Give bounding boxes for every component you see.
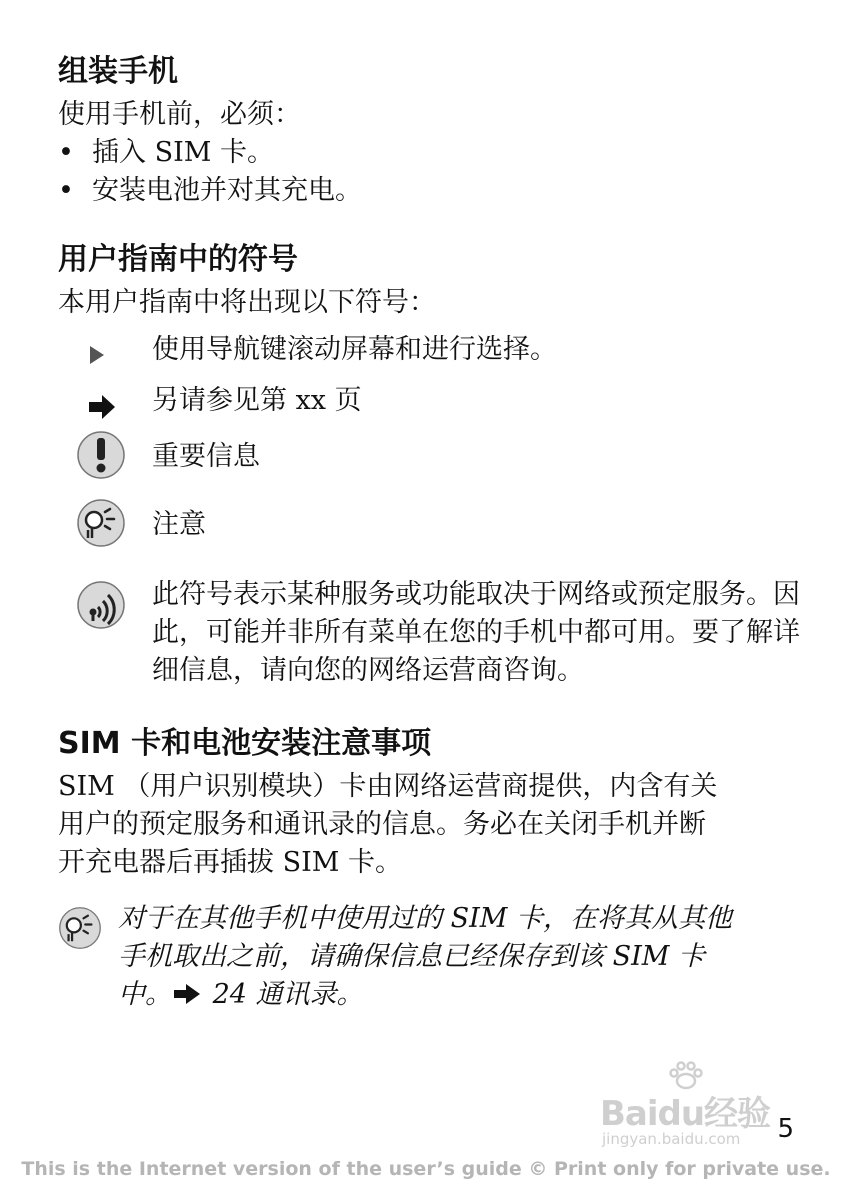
lightbulb-icon: [58, 906, 102, 950]
arrow-right-icon: [172, 982, 204, 1006]
bullet-item: [58, 134, 274, 172]
lightbulb-icon: [76, 498, 126, 548]
note-line: 对于在其他手机中使用过的 SIM 卡，在将其从其他: [118, 903, 732, 934]
page-number: 5: [777, 1114, 794, 1144]
symbol-description: 使用导航键滚动屏幕和进行选择。: [152, 334, 557, 365]
paragraph-line: SIM （用户识别模块）卡由网络运营商提供，内含有关: [58, 771, 718, 802]
note-line-start: 中。: [118, 979, 172, 1010]
exclamation-icon: [76, 430, 126, 480]
bullet-text: 插入 SIM 卡。: [92, 137, 274, 168]
network-icon: [76, 580, 126, 630]
triangle-right-icon: [76, 331, 126, 381]
page-reference: 24 通讯录。: [204, 979, 364, 1010]
symbol-description: 另请参见第 xx 页: [152, 385, 362, 416]
symbol-description: 此符号表示某种服务或功能取决于网络或预定服务。因此，可能并非所有菜单在您的手机中都可用。要了解详细信息，请向您的网络运营商咨询。: [152, 579, 800, 686]
section-title-symbols: 用户指南中的符号: [58, 242, 298, 277]
arrow-right-icon: [76, 382, 126, 432]
symbol-description: 重要信息: [152, 441, 260, 472]
section-title-assemble: 组装手机: [58, 54, 178, 89]
note-text: [118, 900, 798, 1014]
section-intro-symbols: 本用户指南中将出现以下符号：: [58, 287, 436, 318]
note-line: [118, 976, 798, 1014]
paragraph-line: 用户的预定服务和通讯录的信息。务必在关闭手机并断: [58, 809, 706, 840]
watermark-brand: Baidu经验: [600, 1094, 771, 1134]
bullet-glyph: •: [58, 175, 74, 206]
bullet-glyph: •: [58, 137, 74, 168]
baidu-watermark: [600, 1060, 800, 1160]
paragraph-line: 开充电器后再插拔 SIM 卡。: [58, 847, 402, 878]
section-title-sim-battery: SIM 卡和电池安装注意事项: [58, 726, 432, 761]
bullet-text: 安装电池并对其充电。: [92, 175, 362, 206]
note-line: 手机取出之前，请确保信息已经保存到该 SIM 卡: [118, 941, 705, 972]
footer-notice: This is the Internet version of the user’s guide © Print only for private use.: [21, 1158, 831, 1180]
section-intro-assemble: 使用手机前，必须：: [58, 99, 301, 130]
watermark-url: jingyan.baidu.com: [602, 1130, 741, 1148]
bullet-item: [58, 172, 362, 210]
symbol-description: 注意: [152, 509, 206, 540]
